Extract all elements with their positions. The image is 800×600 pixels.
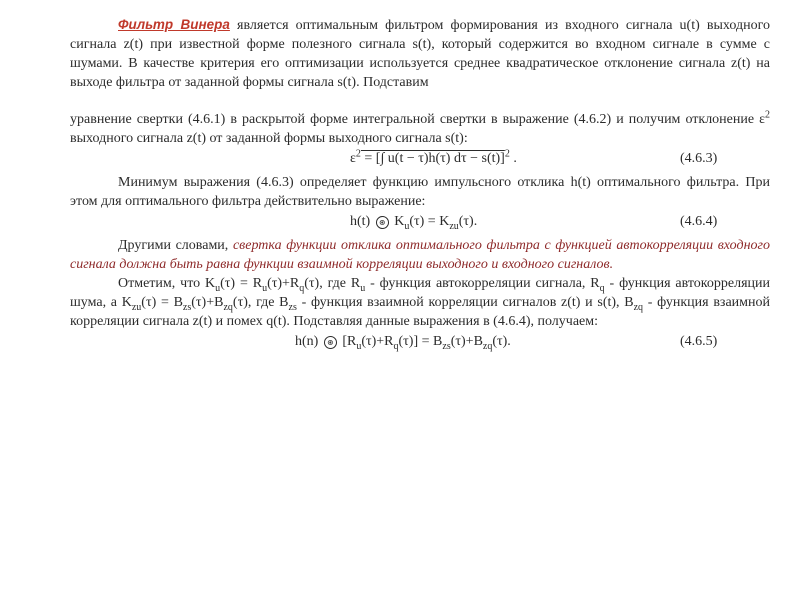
- subscript: u: [360, 282, 366, 294]
- superscript: 2: [355, 148, 361, 160]
- paragraph-in-other-words: [70, 236, 770, 274]
- paragraph-wiener-definition: [70, 15, 770, 92]
- wiener-filter-term: Фильтр Винера: [118, 17, 230, 32]
- paragraph-text: - функция автокорреляции шума, а K: [70, 276, 771, 310]
- equation-4-6-4: [70, 212, 770, 234]
- eq-part: (τ).: [492, 334, 511, 349]
- subscript: zs: [288, 301, 297, 313]
- equation-number: (4.6.4): [680, 214, 718, 229]
- paragraph-text: Отметим, что K: [118, 276, 216, 291]
- emphasis-text: свертка функции отклика оптимального фильтра с функцией автокорреляции входного сигнала должна быть равна функции взаимной корреляции выходного и входного сигналов.: [70, 238, 770, 272]
- subscript: zu: [449, 220, 459, 232]
- paragraph-minimum: Минимум выражения (4.6.3) определяет функцию импульсного отклика h(t) оптимального фильтра. При этом для оптимального фильтра действительно выражение:: [70, 175, 770, 209]
- eq-part: (τ)+B: [450, 334, 483, 349]
- equation-formula: [350, 212, 477, 231]
- subscript: zs: [182, 301, 192, 313]
- eq-part: K: [394, 214, 405, 229]
- equation-formula: [295, 332, 511, 351]
- subscript: u: [404, 220, 410, 232]
- subscript: zq: [223, 301, 233, 313]
- paragraph-text: (τ), где R: [304, 276, 361, 291]
- paragraph-text: выходного сигнала z(t) от заданной формы выходного сигнала s(t):: [70, 131, 468, 146]
- subscript: zq: [633, 301, 644, 313]
- subscript: u: [262, 282, 268, 294]
- eq-part: (τ)+R: [361, 334, 394, 349]
- eq-tail: .: [509, 151, 517, 166]
- subscript: q: [393, 340, 399, 352]
- subscript: u: [356, 340, 362, 352]
- eq-part: h(n): [295, 334, 319, 349]
- text-block-top: [70, 15, 770, 92]
- eq-part: (τ) = K: [409, 214, 450, 229]
- paragraph-text: - функция взаимной корреляции сигнала z(t) и помех q(t). Подставляя данные выражения в (4.6.4), получаем:: [70, 295, 771, 329]
- subscript: zq: [482, 340, 493, 352]
- subscript: zs: [442, 340, 451, 352]
- equation-formula: [350, 149, 517, 168]
- equation-4-6-3: [70, 149, 770, 171]
- paragraph-text: - функция взаимной корреляции сигналов z(t) и s(t), B: [296, 295, 634, 310]
- superscript: 2: [765, 109, 770, 121]
- convolution-symbol: ⊛: [376, 216, 389, 229]
- equation-number: (4.6.5): [680, 334, 718, 349]
- subscript: q: [599, 282, 605, 294]
- paragraph-convolution: [70, 110, 770, 148]
- paragraph-text: является оптимальным фильтром формирования из входного сигнала u(t) выходного сигнала z(t) при известной форме полезного сигнала s(t), который содержится во входном сигнале в сумме с шумами. В качестве критерия его оптимизации используется среднее квадратическое отклонение сигнала z(t) на выходе фильтра от заданной формы сигнала s(t). Подставим: [70, 18, 770, 90]
- paragraph-note: [70, 274, 770, 331]
- paragraph-text: Другими словами,: [118, 238, 233, 253]
- paragraph-text: (τ)+R: [267, 276, 300, 291]
- eq-part: (τ).: [458, 214, 478, 229]
- eq-part: [R: [342, 334, 357, 349]
- eq-part: h(t): [350, 214, 371, 229]
- subscript: u: [215, 282, 221, 294]
- eq-part: (τ)] = B: [398, 334, 443, 349]
- paragraph-text: (τ) = B: [141, 295, 183, 310]
- superscript: 2: [504, 148, 510, 160]
- subscript: zu: [131, 301, 142, 313]
- equation-number: (4.6.3): [680, 151, 718, 166]
- paragraph-text: - функция автокорреляции сигнала, R: [365, 276, 600, 291]
- convolution-symbol: ⊛: [324, 336, 337, 349]
- eq-symbol: ε: [350, 151, 356, 166]
- paragraph-text: (τ), где B: [232, 295, 289, 310]
- equation-4-6-5: [70, 332, 770, 354]
- subscript: q: [299, 282, 305, 294]
- paragraph-text: (τ) = R: [220, 276, 263, 291]
- paragraph-text: (τ)+B: [191, 295, 224, 310]
- text-block-main: [70, 110, 770, 356]
- paragraph-text: уравнение свертки (4.6.1) в раскрытой форме интегральной свертки в выражение (4.6.2) и получим отклонение ε: [70, 112, 765, 127]
- eq-integral: = [∫ u(t − τ)h(τ) dτ − s(t)]: [360, 151, 505, 166]
